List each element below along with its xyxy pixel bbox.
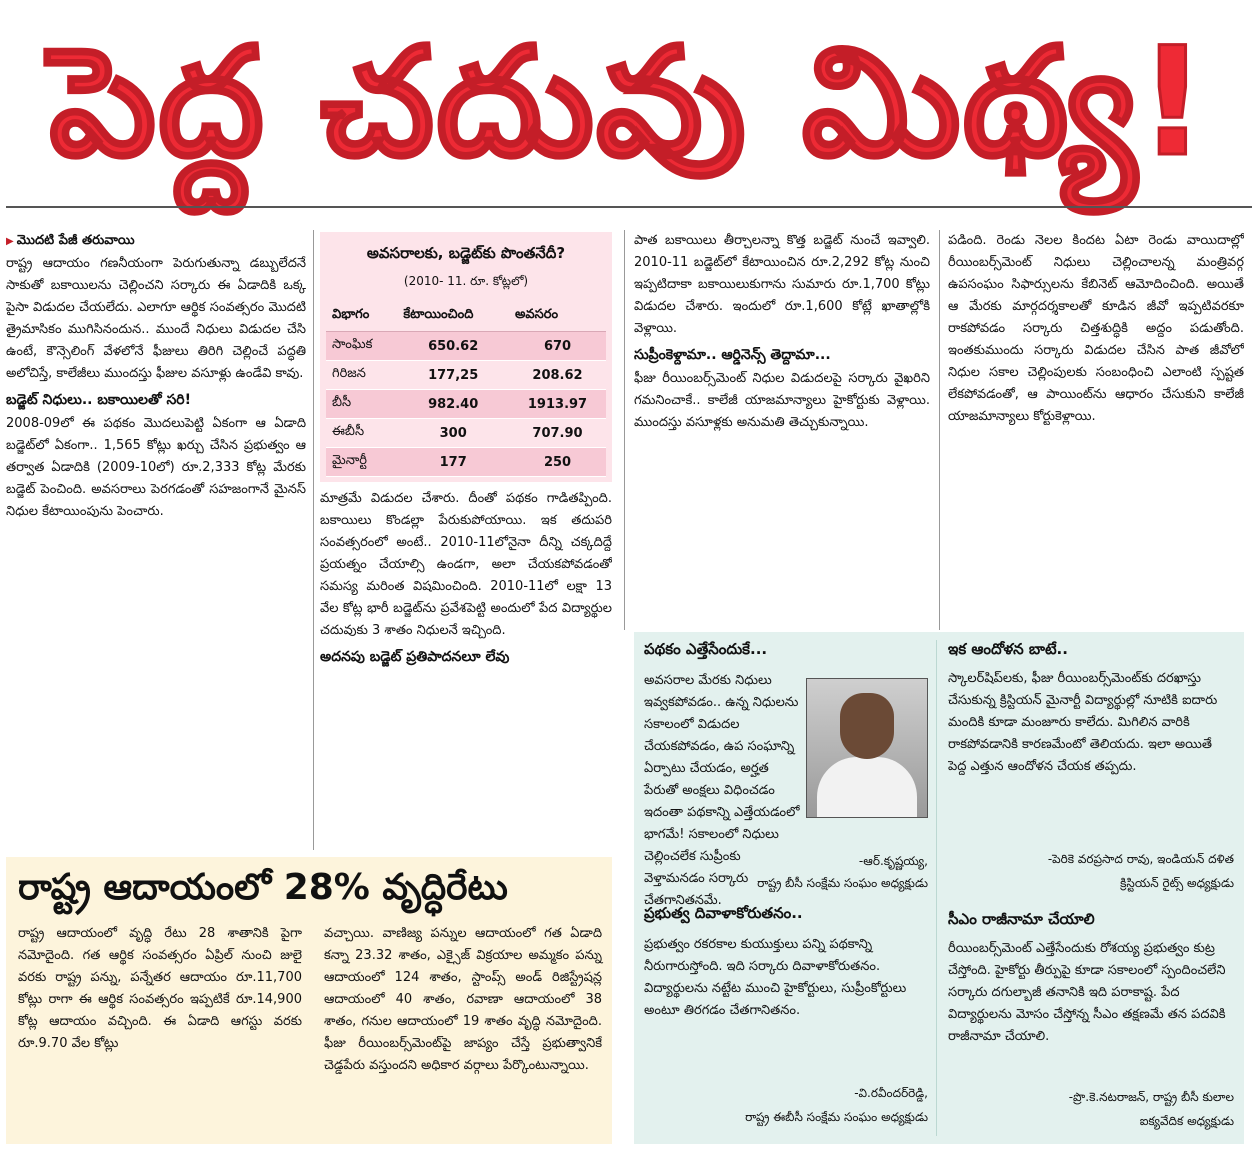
- opinion-1-signature: -ఆర్.కృష్ణయ్య,: [858, 854, 928, 868]
- opinion-3-title: ఇక ఆందోళన బాటే..: [948, 640, 1068, 658]
- table-header: అవసరం: [509, 301, 606, 332]
- revenue-growth-box: [6, 857, 612, 1144]
- col3-paragraph-2: ఫీజు రీయింబర్స్‌మెంట్ నిధుల విడుదలపై సర్కారు వైఖరిని గమనించాకే.. కాలేజీ యాజమాన్యాలు హైకోర్టుకు వెళ్లాయి. ముందస్తు వసూళ్లకు అనుమతి తెచ్చుకున్నాయి.: [634, 371, 930, 430]
- opinion-1-title: పథకం ఎత్తేసేందుకే...: [644, 640, 768, 658]
- column-divider: [313, 230, 314, 850]
- table-row: బీసీ 982.40 1913.97: [326, 390, 606, 419]
- opinion-2-signature: -వి.రవీందర్‌రెడ్డి,: [854, 1086, 928, 1100]
- col4-paragraph-1: పడింది. రెండు నెలల కిందట ఏటా రెండు వాయిదాల్లో రీయింబర్స్‌మెంట్ నిధులు చెల్లించాలన్న మంత్రివర్గ ఉపసంఘం సిఫార్సులను కేబినెట్ ఆమోదించింది. అయితే ఆ మేరకు మార్గదర్శకాలతో కూడిన జీవో ఇప్పటివరకూ రాకపోవడం సర్కారు చిత్తశుద్ధికి అద్దం పడుతోంది. ఇంతకుముందు సర్కారు విడుదల చేసిన పాత జీవోలో నిధుల సకాల చెల్లింపులకు సంబంధించి ఎలాంటి స్పష్టత లేకపోవడంతో, ఆ పాయింట్‌ను ఆధారం చేసుకుని కాలేజీ యాజమాన్యాలు కోర్టుకెళ్లాయి.: [948, 233, 1244, 424]
- portrait-head: [840, 693, 894, 759]
- continued-label: ▶ మొదటి పేజీ తరువాయి: [6, 230, 306, 253]
- table-header: కేటాయించింది: [397, 301, 509, 332]
- revenue-paragraph-1: రాష్ట్ర ఆదాయంలో వృద్ధి రేటు 28 శాతానికి పైగా నమోదైంది. గత ఆర్థిక సంవత్సరం ఏప్రిల్ నుంచి జులై వరకు రాష్ట్ర పన్ను, పన్నేతర ఆదాయం రూ.11,700 కోట్లు రాగా ఈ ఆర్థిక సంవత్సరం ఇప్పటికే రూ.14,900 కోట్ల ఆదాయం వచ్చింది. ఈ ఏడాది ఆగస్టు వరకు రూ.9.70 వేల కోట్లు: [18, 926, 302, 1051]
- table-header: విభాగం: [326, 301, 397, 332]
- opinion-4-title: సీఎం రాజీనామా చేయాలి: [948, 910, 1095, 928]
- col1-subheading: బడ్జెట్ నిధులు.. బకాయిలతో సరి!: [6, 392, 191, 408]
- column-divider: [624, 230, 625, 630]
- opinion-2-designation: రాష్ట్ర ఈబీసీ సంక్షేమ సంఘం అధ్యక్షుడు: [745, 1110, 928, 1124]
- opinion-4-designation: ఐక్యవేదిక అధ్యక్షుడు: [1139, 1114, 1234, 1128]
- headline: పెద్ద చదువు మిథ్య!: [49, 15, 1209, 190]
- table-title: అవసరాలకు, బడ్జెట్‌కు పొంతనేదీ?: [366, 244, 566, 262]
- column-divider: [939, 230, 940, 630]
- opinion-2-title: ప్రభుత్వ దివాళాకోరుతనం..: [644, 904, 803, 922]
- opinion-3-signature: -పెరికె వరప్రసాద రావు, ఇండియన్ దళిత: [1047, 852, 1234, 866]
- col3-subheading: సుప్రీంకెళ్దామా.. ఆర్డినెన్స్ తెద్దామా...: [634, 347, 831, 363]
- opinions-divider: [936, 640, 937, 1136]
- col1-paragraph-1: రాష్ట్ర ఆదాయం గణనీయంగా పెరుగుతున్నా డబ్బులేదనే సాకుతో బకాయిలను చెల్లించని సర్కారు ఈ ఏడాదికి ఒక్క పైసా విడుదల చేయలేదు. ఎలాగూ ఆర్థిక సంవత్సరం మొదటి త్రైమాసికం ముగిసినందున.. ముందే నిధులు విడుదల చేసి ఉంటే, కౌన్సెలింగ్ వేళలోనే ఫీజులు తిరిగి చెల్లించే పద్ధతి అలోచిస్తే, కాలేజీలు ముందస్తు ఫీజుల వసూళ్లు ఉండేవి కావు.: [6, 256, 306, 381]
- opinion-1-designation: రాష్ట్ర బీసీ సంక్షేమ సంఘం అధ్యక్షుడు: [757, 876, 928, 890]
- budget-table: [326, 301, 606, 477]
- budget-table-box: [320, 232, 612, 482]
- opinion-1-text: అవసరాల మేరకు నిధులు ఇవ్వకపోవడం.. ఉన్న నిధులను సకాలంలో విడుదల చేయకపోవడం, ఉప సంఘాన్ని ఏర్పాటు చేయడం, అర్హత పేరుతో అంక్షలు విధించడం ఇదంతా పథకాన్ని ఎత్తేయడంలో భాగమే! సకాలంలో నిధులు చెల్లించలేక సుప్రీంకు వెళ్తామనడం సర్కారు చేతగానితనమే.: [644, 673, 800, 908]
- headline-rule: [6, 206, 1252, 208]
- col3-paragraph-1: పాత బకాయిలు తీర్చాలన్నా కొత్త బడ్జెట్ నుంచే ఇవ్వాలి. 2010-11 బడ్జెట్‌లో కేటాయించిన రూ.2,292 కోట్ల నుంచి ఇప్పటిదాకా బకాయిలుకుగాను సుమారు రూ.1,700 కోట్లు విడుదల చేశారు. ఇందులో రూ.1,600 కోట్లే ఖాతాల్లోకి వెళ్లాయి.: [634, 233, 930, 336]
- revenue-paragraph-2: వచ్చాయి. వాణిజ్య పన్నుల ఆదాయంలో గత ఏడాది కన్నా 23.32 శాతం, ఎక్సైజ్ విక్రయాల అమ్మకం పన్ను ఆదాయంలో 124 శాతం, స్టాంప్స్ అండ్ రిజిస్ట్రేషన్ల ఆదాయంలో 40 శాతం, రవాణా ఆదాయంలో 38 శాతం, గనుల ఆదాయంలో 19 శాతం వృద్ధి నమోదైంది. ఫీజు రీయింబర్స్‌మెంట్‌పై జాప్యం చేస్తే ప్రభుత్వానికే చెడ్డపేరు వస్తుందని అధికార వర్గాలు పేర్కొంటున్నాయి.: [324, 926, 602, 1073]
- col2-subheading: అదనపు బడ్జెట్ ప్రతిపాదనలూ లేవు: [320, 649, 510, 665]
- opinion-1: [644, 640, 928, 662]
- opinion-4-text: రీయింబర్స్‌మెంట్ ఎత్తేసేందుకు రోశయ్య ప్రభుత్వం కుట్ర చేస్తోంది. హైకోర్టు తీర్పుపై కూడా సకాలంలో స్పందించలేని సర్కారు దగుల్బాజీ తనానికి ఇది పరాకాష్ట. పేద విద్యార్థులను మోసం చేస్తోన్న సీఎం తక్షణమే తన పదవికి రాజీనామా చేయాలి.: [948, 941, 1226, 1044]
- table-row: మైనార్టీ 177 250: [326, 448, 606, 477]
- column-4: [948, 230, 1244, 626]
- table-row: ఈబీసీ 300 707.90: [326, 419, 606, 448]
- col1-paragraph-2: 2008-09లో ఈ పథకం మొదలుపెట్టి ఏకంగా ఆ ఏడాది బడ్జెట్‌లో ఏకంగా.. 1,565 కోట్లు ఖర్చు చేసిన ప్రభుత్వం ఆ తర్వాత ఏడాదికి (2009-10లో) రూ.2,333 కోట్ల మేరకు బడ్జెట్ పెంచింది. అవసరాలు పెరగడంతో సహజంగానే మైనస్ నిధుల కేటాయింపును పెంచారు.: [6, 416, 306, 519]
- opinion-2-text: ప్రభుత్వం రకరకాల కుయుక్తులు పన్ని పథకాన్ని నీరుగారుస్తోంది. ఇది సర్కారు దివాళాకోరుతనం. విద్యార్థులను నట్టేట ముంచి హైకోర్టులు, సుప్రీంకోర్టులు అంటూ తిరగడం చేతగానితనం.: [644, 937, 907, 1018]
- col2-paragraph-1: మాత్రమే విడుదల చేశారు. దీంతో పథకం గాడితప్పింది. బకాయిలు కొండల్లా పేరుకుపోయాయి. ఇక తదుపరి సంవత్సరంలో అంటే.. 2010-11లోనైనా దీన్ని చక్కదిద్దే ప్రయత్నం చేయాల్సి ఉండగా, అలా చేయకపోవడంతో సమస్య మరింత విషమించింది. 2010-11లో లక్షా 13 వేల కోట్ల భారీ బడ్జెట్‌ను ప్రవేశపెట్టి అందులో పేద విద్యార్థుల చదువుకు 3 శాతం నిధులనే ఇచ్చింది.: [320, 491, 612, 638]
- table-row: గిరిజన 177,25 208.62: [326, 361, 606, 390]
- table-row: సాంఘిక 650.62 670: [326, 332, 606, 361]
- revenue-growth-title: రాష్ట్ర ఆదాయంలో 28% వృద్ధిరేటు: [18, 867, 508, 908]
- opinion-3-designation: క్రిస్టియన్ రైట్స్ అధ్యక్షుడు: [1120, 876, 1234, 890]
- column-1: [6, 230, 306, 850]
- table-subtitle: (2010- 11. రూ. కోట్లలో): [403, 274, 529, 288]
- opinion-4-signature: -ప్రొ.కె.నటరాజన్, రాష్ట్ర బీసీ కులాల: [1068, 1090, 1234, 1104]
- column-2: [320, 488, 612, 850]
- opinions-box: [634, 632, 1244, 1144]
- portrait-photo: [806, 678, 928, 818]
- opinion-3-text: స్కాలర్‌షిప్‌లకు, ఫీజు రీయింబర్స్‌మెంట్‌కు దరఖాస్తు చేసుకున్న క్రిస్టియన్ మైనార్టీ విద్యార్థుల్లో నూటికి ఐదారు మందికి కూడా మంజూరు కాలేదు. మిగిలిన వారికి రాకపోవడానికి కారణమేంటో తెలియదు. ఇలా అయితే పెద్ద ఎత్తున ఆందోళన చేయక తప్పదు.: [948, 671, 1218, 774]
- portrait-body: [817, 757, 917, 818]
- column-3: [634, 230, 930, 626]
